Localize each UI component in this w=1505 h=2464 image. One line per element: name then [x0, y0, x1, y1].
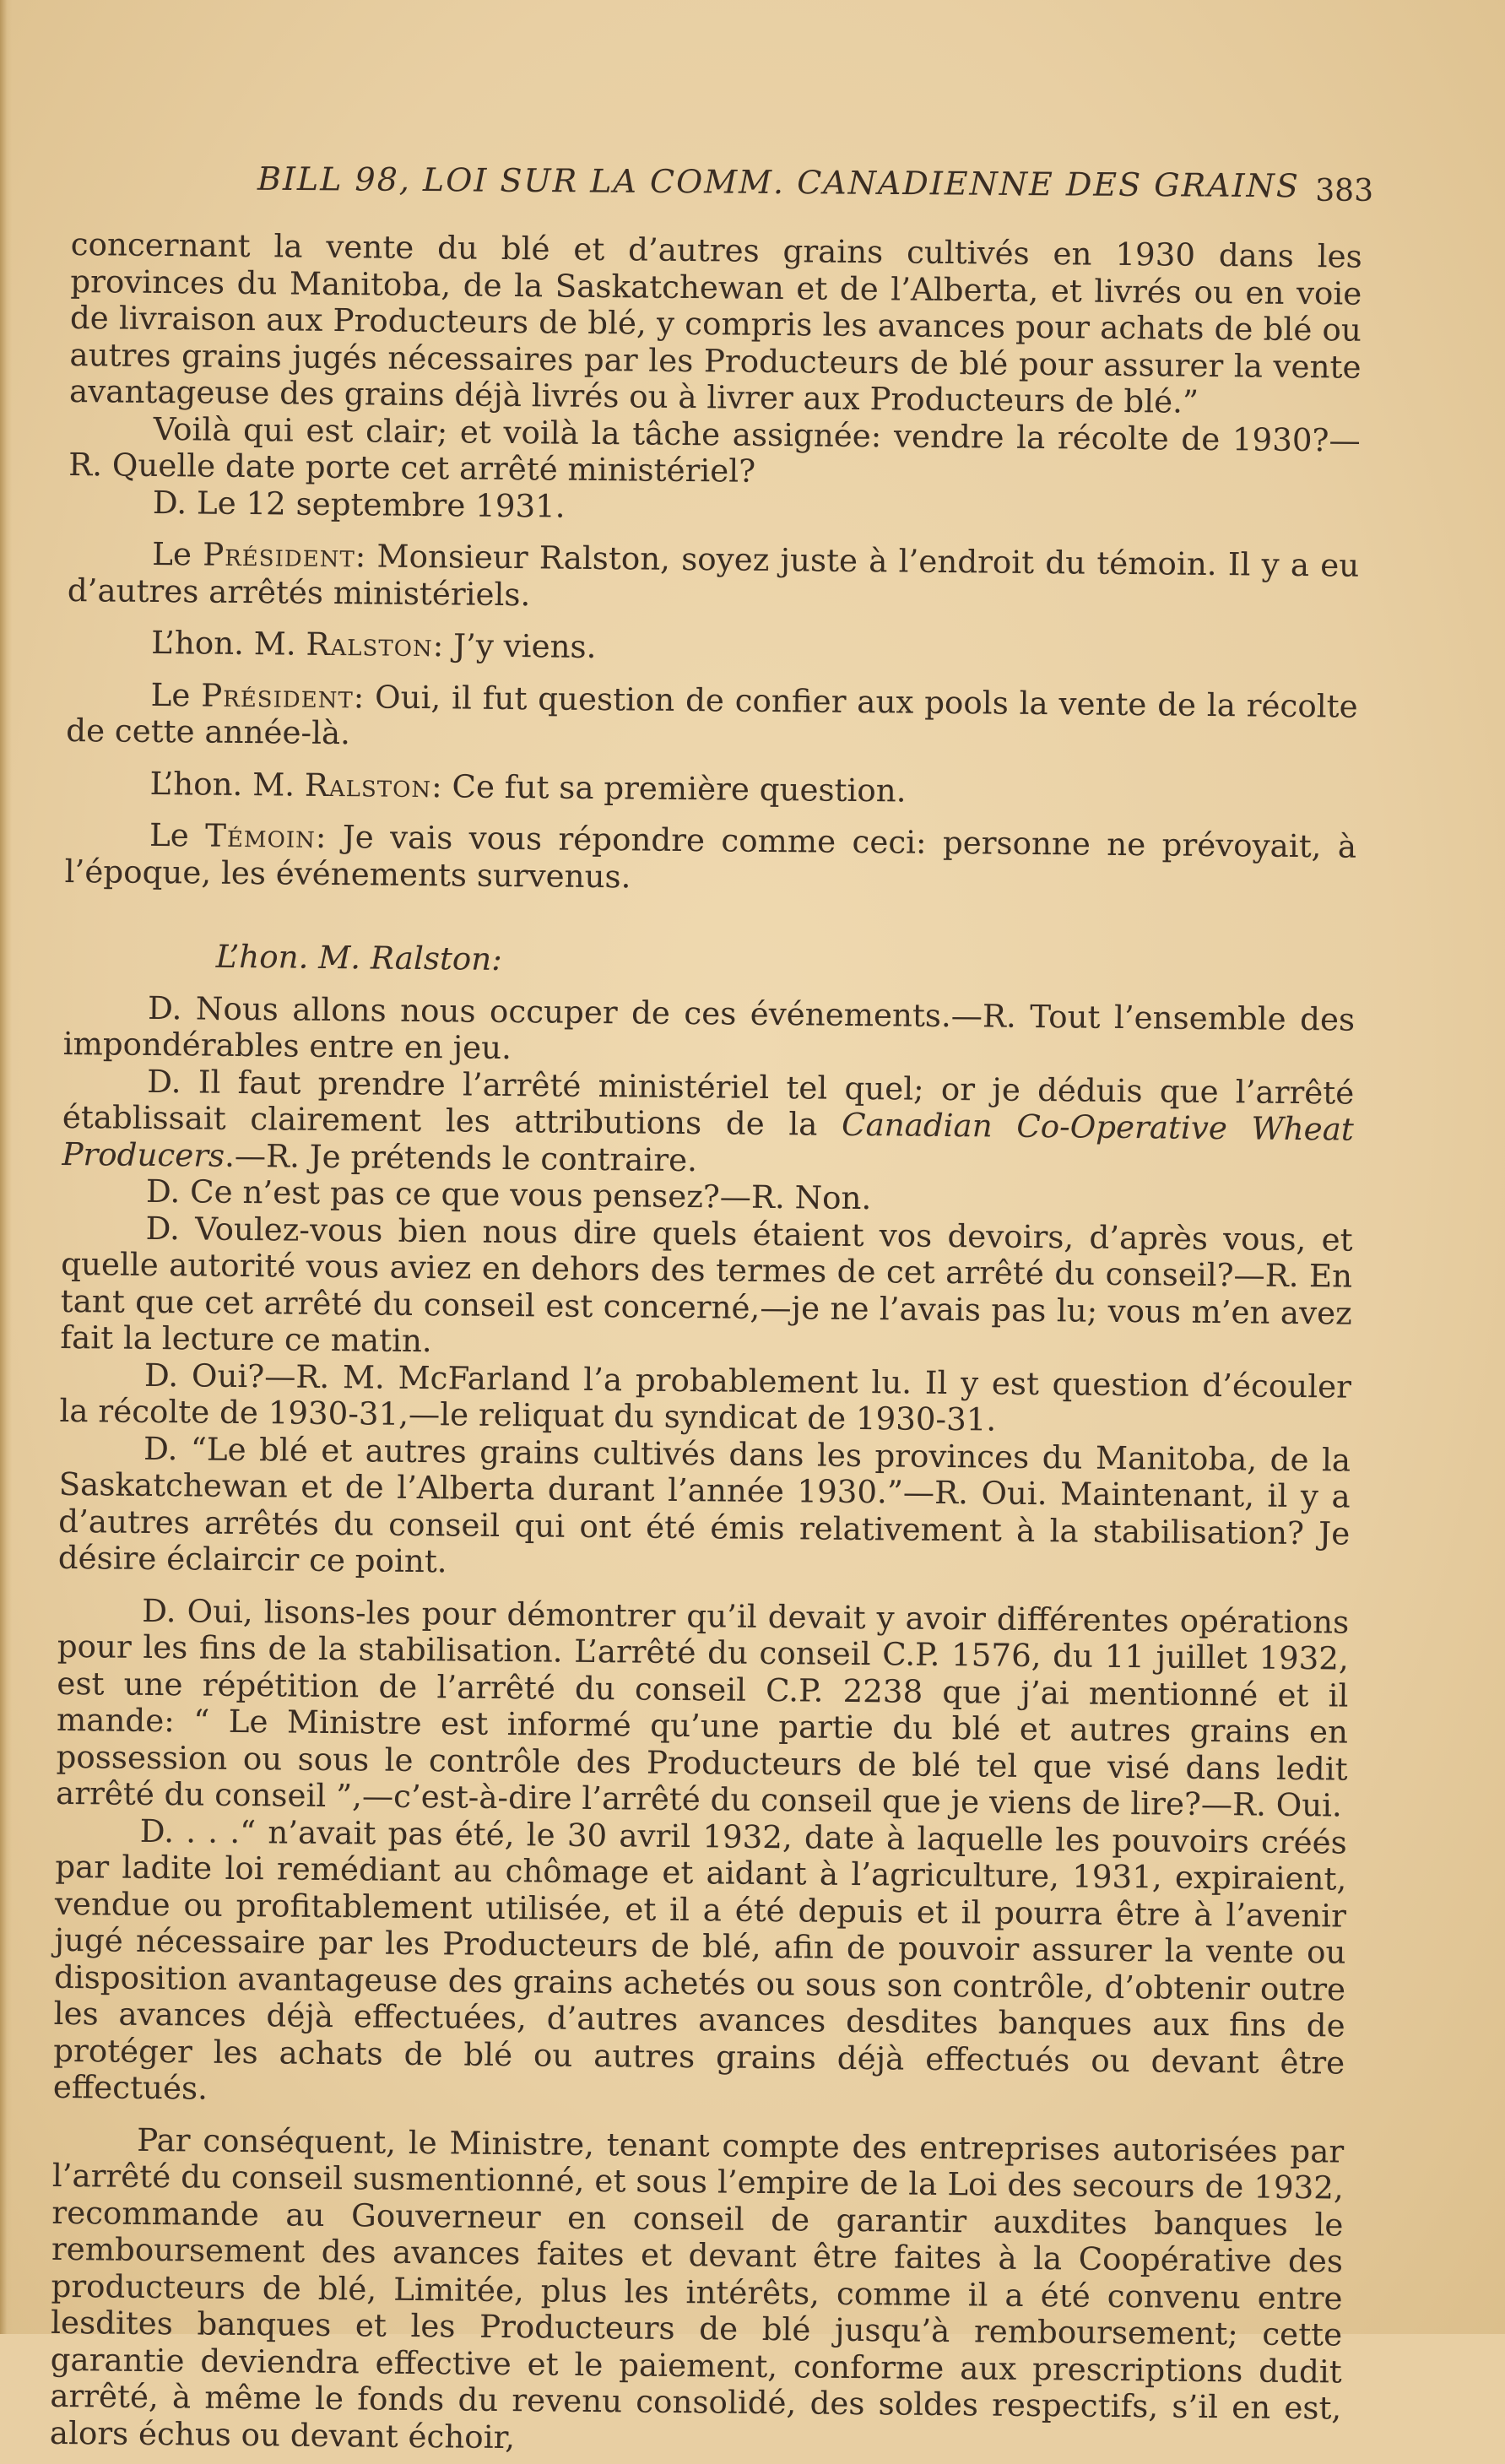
italic-organization: Canadian Co-Operative Wheat Producers — [62, 1105, 1355, 1174]
paragraph: Par conséquent, le Ministre, tenant compte des entreprises autorisées par l’arrêté du conseil susmentionné, et sous l’empire de la Loi des secours de 1932, recommande au Gouverneur en conseil de garantir auxdites banques le remboursement des avances faites et devant être faites à la Coopérative des producteurs de blé, Limitée, plus les intérêts, comme il a été convenu entre lesdites banques et les Producteurs de blé jusqu’à remboursement; cette garantie deviendra effective et le paiement, conforme aux prescriptions dudit arrêté, à même le fonds du revenu consolidé, des soldes respectifs, s’il en est, alors échus ou devant échoir, — [49, 2120, 1345, 2456]
speaker-name: Président — [201, 676, 355, 715]
paragraph: D. Voulez-vous bien nous dire quels étaient vos devoirs, d’après vous, et quelle autorité vous aviez en dehors des termes de cet arrêté du conseil?—R. En tant que cet arrêté du conseil est concerné,—je ne l’avais pas lu; vous m’en avez fait la lecture ce matin. — [60, 1209, 1353, 1360]
section-heading: L’hon. M. Ralston: — [215, 937, 502, 977]
page-number: 383 — [1315, 174, 1373, 208]
speaker-name: Ralston — [306, 625, 433, 664]
paragraph: D. Ce n’est pas ce que vous pensez?—R. Non. — [145, 1172, 872, 1217]
paragraph: D. “Le blé et autres grains cultivés dans les provinces du Manitoba, de la Saskatchewan et de l’Alberta durant l’année 1930.”—R. Oui. Maintenant, il y a d’autres arrêtés du conseil qui ont été émis relativement à la stabilisation? Je désire éclaircir ce point. — [57, 1429, 1351, 1580]
paragraph: Voilà qui est clair; et voilà la tâche assignée: vendre la récolte de 1930?—R. Quelle date porte cet arrêté ministériel? — [68, 409, 1361, 490]
paragraph: D. Il faut prendre l’arrêté ministériel tel quel; or je déduis que l’arrêté établissait clairement les attributions de la Canadian Co-Operative Wheat Producers.—R. Je prétends le contraire. — [62, 1062, 1355, 1178]
running-title: BILL 98, LOI SUR LA COMM. CANADIENNE DES GRAINS — [257, 160, 1301, 205]
paragraph: Le Président: Oui, il fut question de confier aux pools la vente de la récolte de cette année-là. — [66, 675, 1358, 752]
paragraph: L’hon. M. Ralston: J’y viens. — [151, 623, 597, 665]
page-binding-edge — [0, 0, 12, 2334]
speaker-name: Ralston — [304, 766, 432, 804]
paragraph: Le Président: Monsieur Ralston, soyez juste à l’endroit du témoin. Il y a eu d’autres arrêtés ministériels. — [67, 534, 1360, 613]
paragraph: D. Le 12 septembre 1931. — [152, 483, 566, 525]
speaker-name: Témoin — [204, 816, 317, 855]
page-body — [50, 226, 1362, 2464]
paragraph: D. Oui, lisons-les pour démontrer qu’il devait y avoir différentes opérations pour les fins de la stabilisation. L’arrêté du conseil C.P. 1576, du 11 juillet 1932, est une répétition de l’arrêté du conseil C.P. 2238 que j’ai mentionné et il mande: “ Le Ministre est informé qu’une partie du blé et autres grains en possession ou sous le contrôle des Producteurs de blé tel que visé dans ledit arrêté du conseil ”,—c’est-à-dire l’arrêté du conseil que je viens de lire?—R. Oui. — [55, 1591, 1350, 1824]
page-header — [257, 157, 1373, 208]
paragraph: L’hon. M. Ralston: Ce fut sa première question. — [149, 764, 907, 810]
paragraph: D. Nous allons nous occuper de ces événements.—R. Tout l’ensemble des impondérables entre en jeu. — [62, 988, 1356, 1067]
paragraph: Le Témoin: Je vais vous répondre comme ceci: personne ne prévoyait, à l’époque, les événements survenus. — [64, 815, 1357, 895]
paragraph: D. Oui?—R. M. McFarland l’a probablement lu. Il y est question d’écouler la récolte de 1930-31,—le reliquat du syndicat de 1930-31. — [59, 1356, 1352, 1438]
speaker-name: Président — [203, 535, 355, 575]
paragraph: concernant la vente du blé et d’autres grains cultivés en 1930 dans les provinces du Manitoba, de la Saskatchewan et de l’Alberta, et livrés ou en voie de livraison aux Producteurs de blé, y compris les avances pour achats de blé ou autres grains jugés nécessaires par les Producteurs de blé pour assurer la vente avantageuse des grains déjà livrés ou à livrer aux Producteurs de blé.” — [68, 225, 1362, 420]
paragraph: D. . . .“ n’avait pas été, le 30 avril 1932, date à laquelle les pouvoirs créés par ladite loi remédiant au chômage et aidant à l’agriculture, 1931, expiraient, vendue ou profitablement utilisée, et il a été depuis et il pourra être à l’avenir jugé nécessaire par les Producteurs de blé, afin de pouvoir assurer la vente ou disposition avantageuse des grains achetés ou sous son contrôle, d’obtenir outre les avances déjà effectuées, d’autres avances desdites banques aux fins de protéger les achats de blé ou autres grains déjà effectués ou devant être effectués. — [52, 1811, 1347, 2107]
